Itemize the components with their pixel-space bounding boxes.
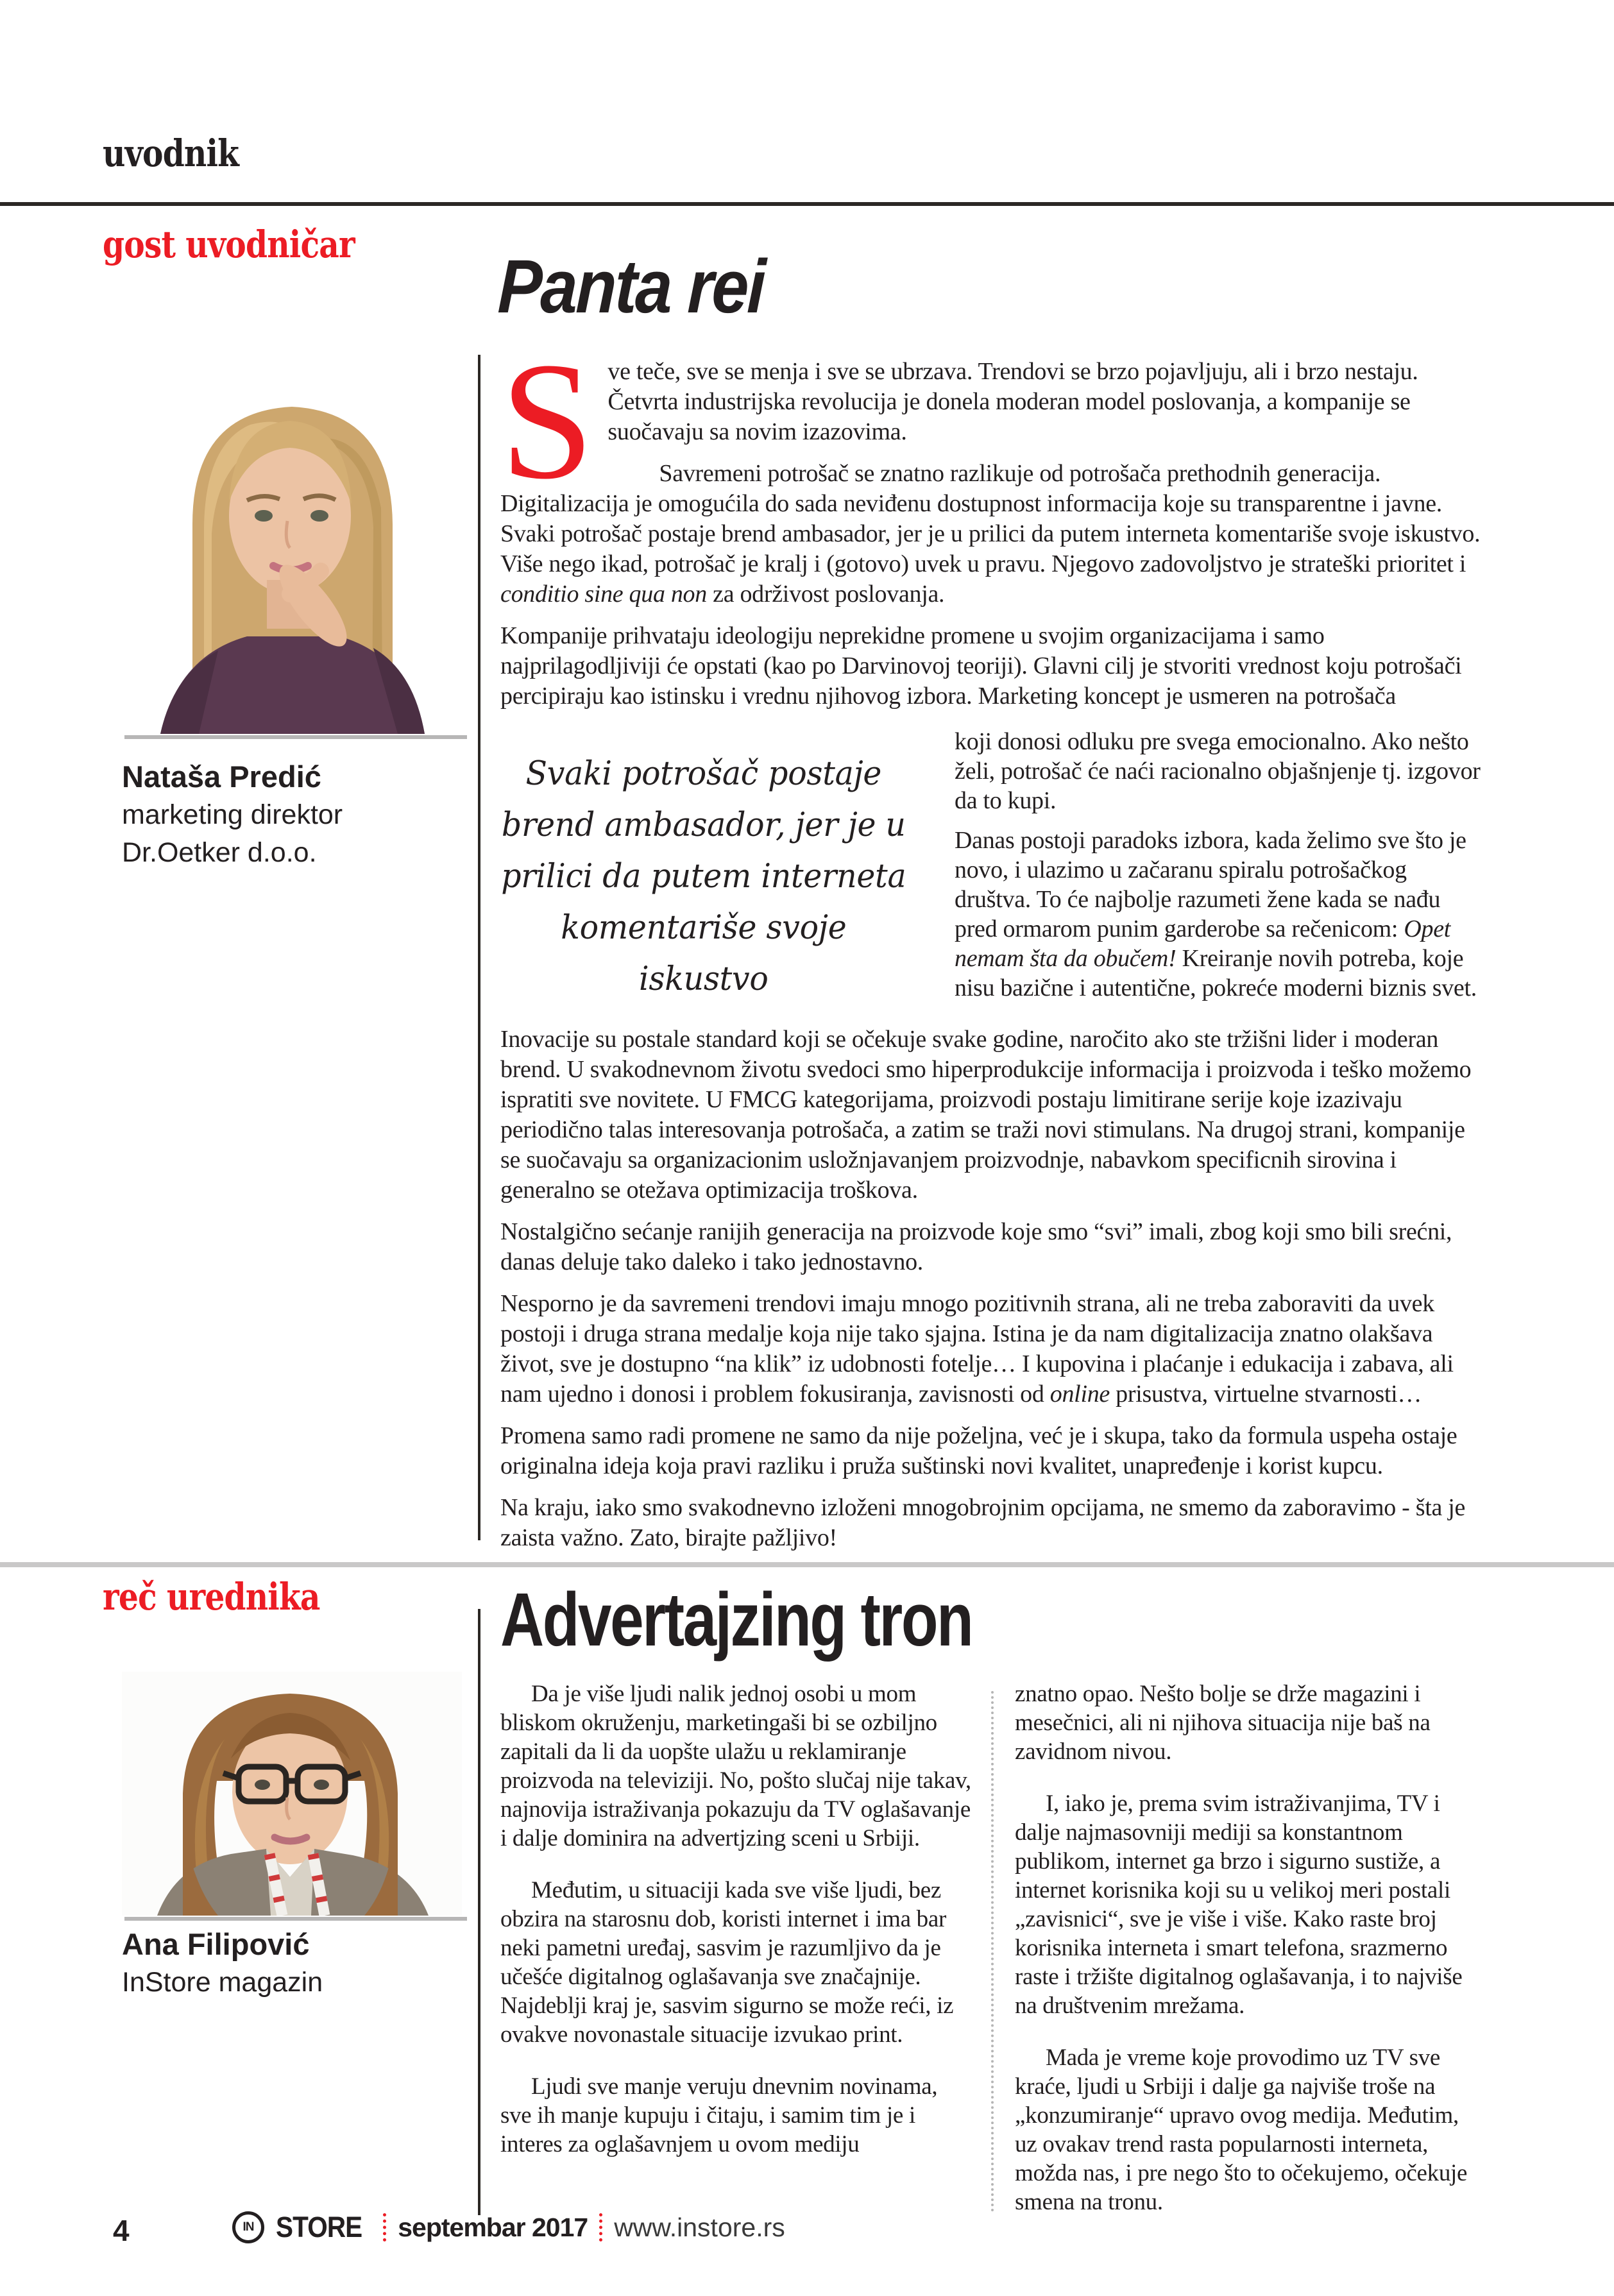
article2-column-divider <box>991 1691 994 2212</box>
store-logo-text: STORE <box>276 2211 362 2243</box>
section-divider <box>0 1562 1614 1567</box>
pull-quote-band <box>500 727 1485 1013</box>
natasa-predic-photo <box>122 354 462 734</box>
photo1-shadow <box>124 735 467 739</box>
paragraph: Na kraju, iako smo svakodnevno izloženi mnogobrojnim opcijama, ne smemo da zaboravimo - šta je zaista važno. Zato, birajte pažljivo! <box>500 1494 1466 1551</box>
drop-cap: S <box>500 328 594 514</box>
paragraph: koji donosi odluku pre svega emocionalno. Ako nešto želi, potrošač će naći racionalno objašnjenje tj. izgovor da to kupi. <box>955 728 1481 814</box>
footer-website: www.instore.rs <box>614 2212 785 2242</box>
footer-dotted-separator <box>599 2213 602 2241</box>
natasa-predic-portrait-illustration <box>122 354 462 734</box>
ana-filipovic-photo <box>122 1672 462 1916</box>
author1-company: Dr.Oetker d.o.o. <box>122 837 317 868</box>
paragraph: Nostalgično sećanje ranijih generacija na proizvode koje smo “svi” imali, zbog koji smo bili srećni, danas deluje tako daleko i tako jednostavno. <box>500 1218 1452 1275</box>
paragraph: I, iako je, prema svim istraživanjima, TV i dalje najmasovniji mediji sa konstantnom publikom, internet ga brzo i sigurno sustiže, a internet korisnika koji su u velikoj meri postali „zavisnici“, sve je više i više. Kako raste broj korisnika interneta i smart telefona, srazmerno raste i tržište digitalnog oglašavanja, i to najviše na društvenim mrežama. <box>1015 1790 1463 2019</box>
article1-column-rule <box>478 355 480 1540</box>
article1-title: Panta rei <box>497 244 766 329</box>
author1-role: marketing direktor <box>122 799 343 830</box>
article2-column-1 <box>500 1679 973 2182</box>
paragraph: Savremeni potrošač se znatno razlikuje od potrošača prethodnih generacija. Digitalizacija je omogućila do sada neviđenu dostupnost informacija koje su transparentne i javne. Svaki potrošač postaje brend ambasador, jer je u prilici da putem interneta komentariše svoje iskustvo. Više nego ikad, potrošač je kralj i (gotovo) uvek u pravu. Njegovo zadovoljstvo je strateški prioritet i conditio sine qua non za održivost poslovanja. <box>500 460 1481 608</box>
paragraph: Ljudi sve manje veruju dnevnim novinama, sve ih manje kupuju i čitaju, i samim tim je i interes za oglašavnjem u ovom mediju <box>500 2073 938 2157</box>
ana-filipovic-portrait-illustration <box>122 1672 462 1916</box>
wrap-column <box>955 727 1485 1013</box>
article1-author-caption <box>122 757 343 872</box>
instore-circle-logo-icon: IN <box>232 2211 264 2243</box>
paragraph: znatno opao. Nešto bolje se drže magazini i mesečnici, ali ni njihova situacija nije baš na zavidnom nivou. <box>1015 1681 1431 1765</box>
paragraph: Da je više ljudi nalik jednoj osobi u mom bliskom okruženju, marketingaši bi se ozbiljno zapitali da li da uopšte ulažu u reklamiranje proizvoda na televiziji. No, pošto slučaj nije takav, najnovija istraživanja pokazuju da TV oglašavanje i dalje dominira na advertjzing sceni u Srbiji. <box>500 1681 971 1851</box>
article1-body <box>500 328 1485 1565</box>
paragraph: Promena samo radi promene ne samo da nije poželjna, već je i skupa, tako da formula uspeha ostaje originalna ideja koja pravi razliku i pruža suštinski novi kvalitet, unapređenje i korist kupcu. <box>500 1422 1457 1479</box>
paragraph: Danas postoji paradoks izbora, kada želimo sve što je novo, i ulazimo u začaranu spiralu potrošačkog društva. To će najbolje razumeti žene kada se nađu pred ormarom punim garderobe sa rečenicom: Opet nemam šta da obučem! Kreiranje novih potreba, koje nisu bazične i autentične, pokreće moderni biznis svet. <box>955 827 1477 1001</box>
paragraph: Međutim, u situaciji kada sve više ljudi, bez obzira na starosnu dob, koristi internet i ima bar neki pametni uređaj, sasvim je razumljivo da je učešće digitalnog oglašavanja sve značajnije. Najdeblji kraj je, sasvim sigurno se može reći, iz ovakve novonastale situacije izvukao print. <box>500 1877 954 2048</box>
article2-author-caption <box>122 1925 323 2002</box>
paragraph: Kompanije prihvataju ideologiju neprekidne promene u svojim organizacijama i samo najprilagodljiviji će opstati (kao po Darvinovoj teoriji). Glavni cilj je stvoriti vrednost koju potrošači percipiraju kao istinsku i vrednu njihovog izbora. Marketing koncept je usmeren na potrošača <box>500 622 1462 710</box>
pull-quote: Svaki potrošač postaje brend ambasador, jer je u prilici da putem interneta komentariše svoje iskustvo <box>501 755 906 998</box>
footer-dotted-separator <box>383 2213 386 2241</box>
article2-title: Advertajzing tron <box>500 1577 973 1662</box>
paragraph: Nesporno je da savremeni trendovi imaju mnogo pozitivnih strana, ali ne treba zaboraviti da uvek postoji i druga strana medalje koja nije tako sjajna. Istina je da nam digitalizacija znatno olakšava život, sve je dostupno “na klik” iz udobnosti fotelje… I kupovina i plaćanje i edukacija i zabava, ali nam ujedno i donosi i problem fokusiranja, zavisnosti od online prisustva, virtuelne stvarnosti… <box>500 1290 1454 1407</box>
top-rule <box>0 202 1614 206</box>
photo2-shadow <box>124 1917 467 1921</box>
paragraph: Inovacije su postale standard koji se očekuje svake godine, naročito ako ste tržišni lider i moderan brend. U svakodnevnom životu svedoci smo hiperprodukcije informacija i proizvoda i teško možemo ispratiti sve novitete. U FMCG kategorijama, proizvodi postaju limitirane serije koje izazivaju periodično talas interesovanja potrošača, a zatim se traži novi stimulans. Na drugoj strani, kompanije se suočavaju sa organizacionim usložnjavanjem proizvodnje, nabavkom specificnih sirovina i generalno se otežava optimizacija troškova. <box>500 1026 1472 1203</box>
page-number: 4 <box>113 2214 130 2247</box>
section-label-uvodnik: uvodnik <box>103 132 239 175</box>
article2-column-rule <box>478 1609 480 2215</box>
kicker-rec-urednika: reč urednika <box>103 1575 320 1619</box>
article2-column-2 <box>1015 1679 1485 2240</box>
footer-meta <box>232 2211 785 2244</box>
paragraph: Sve teče, sve se menja i sve se ubrzava. Trendovi se brzo pojavljuju, ali i brzo nestaju. Četvrta industrijska revolucija je donela moderan model poslovanja, a kompanije se suočavaju sa novim izazovima. <box>500 328 1418 514</box>
author1-name: Nataša Predić <box>122 760 321 794</box>
kicker-gost-uvodnicar: gost uvodničar <box>103 223 355 266</box>
author2-company: InStore magazin <box>122 1967 323 1998</box>
footer-issue: septembar 2017 <box>398 2212 588 2242</box>
author2-name: Ana Filipović <box>122 1927 310 1961</box>
paragraph: Mada je vreme koje provodimo uz TV sve kraće, ljudi u Srbiji i dalje ga najviše troše na „konzumiranje“ upravo ovog medija. Međutim, uz ovakav trend rasta popularnosti interneta, možda nas, i pre nego što to očekujemo, očekuje smena na tronu. <box>1015 2045 1468 2215</box>
